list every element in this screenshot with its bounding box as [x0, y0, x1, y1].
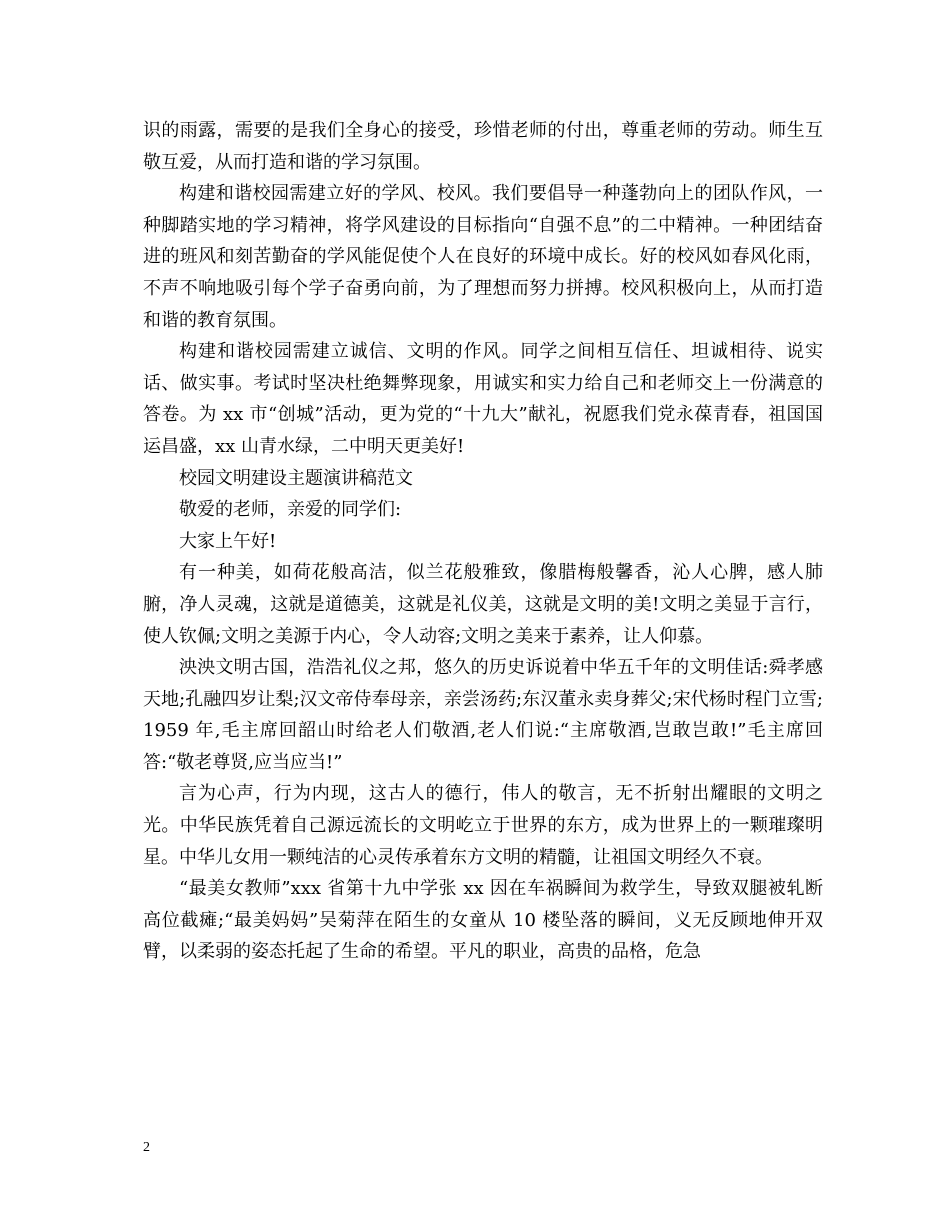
salutation: 敬爱的老师，亲爱的同学们: — [179, 499, 402, 521]
paragraph-7: 有一种美，如荷花般高洁，似兰花般雅致，像腊梅般馨香，沁人心脾，感人肺腑，净人灵魂，这就是道德美，这就是礼仪美，这就是文明的美!文明之美显于言行，使人钦佩;文明之美源于内心，令人动容;文明之美来于素养，让人仰慕。 — [143, 562, 823, 647]
paragraph-9: 言为心声，行为内现，这古人的德行，伟人的敬言，无不折射出耀眼的文明之光。中华民族凭着自己源远流长的文明屹立于世界的东方，成为世界上的一颗璀璨明星。中华儿女用一颗纯洁的心灵传承着东方文明的精髓，让祖国文明经久不衰。 — [143, 783, 823, 868]
paragraph-3: 构建和谐校园需建立诚信、文明的作风。同学之间相互信任、坦诚相待、说实话、做实事。考试时坚决杜绝舞弊现象，用诚实和实力给自己和老师交上一份满意的答卷。为 xx 市“创城”活动，更为党的“十九大”献礼，祝愿我们党永葆青春，祖国国运昌盛，xx 山青水绿，二中明天更美好! — [143, 341, 823, 457]
paragraph-10: “最美女教师”xxx 省第十九中学张 xx 因在车祸瞬间为救学生，导致双腿被轧断高位截瘫;“最美妈妈”吴菊萍在陌生的女童从 10 楼坠落的瞬间，义无反顾地伸开双臂，以柔弱的姿态托起了生命的希望。平凡的职业，高贵的品格，危急 — [143, 878, 823, 963]
paragraph-1: 识的雨露，需要的是我们全身心的接受，珍惜老师的付出，尊重老师的劳动。师生互敬互爱，从而打造和谐的学习氛围。 — [143, 120, 823, 173]
page-number: 2 — [143, 1140, 150, 1155]
paragraph-8: 泱泱文明古国，浩浩礼仪之邦，悠久的历史诉说着中华五千年的文明佳话:舜孝感天地;孔融四岁让梨;汉文帝侍奉母亲，亲尝汤药;东汉董永卖身葬父;宋代杨时程门立雪;1959 年,毛主席回韶山时给老人们敬酒,老人们说:“主席敬酒,岂敢岂敢!”毛主席回答:“敬老尊贤,应当应当!” — [143, 657, 823, 773]
section-title: 校园文明建设主题演讲稿范文 — [179, 467, 413, 489]
paragraph-2: 构建和谐校园需建立好的学风、校风。我们要倡导一种蓬勃向上的团队作风，一种脚踏实地的学习精神，将学风建设的目标指向“自强不息”的二中精神。一种团结奋进的班风和刻苦勤奋的学风能促使个人在良好的环境中成长。好的校风如春风化雨，不声不响地吸引每个学子奋勇向前，为了理想而努力拼搏。校风积极向上，从而打造和谐的教育氛围。 — [143, 183, 823, 331]
greeting: 大家上午好! — [179, 530, 277, 552]
document-body — [143, 115, 823, 968]
